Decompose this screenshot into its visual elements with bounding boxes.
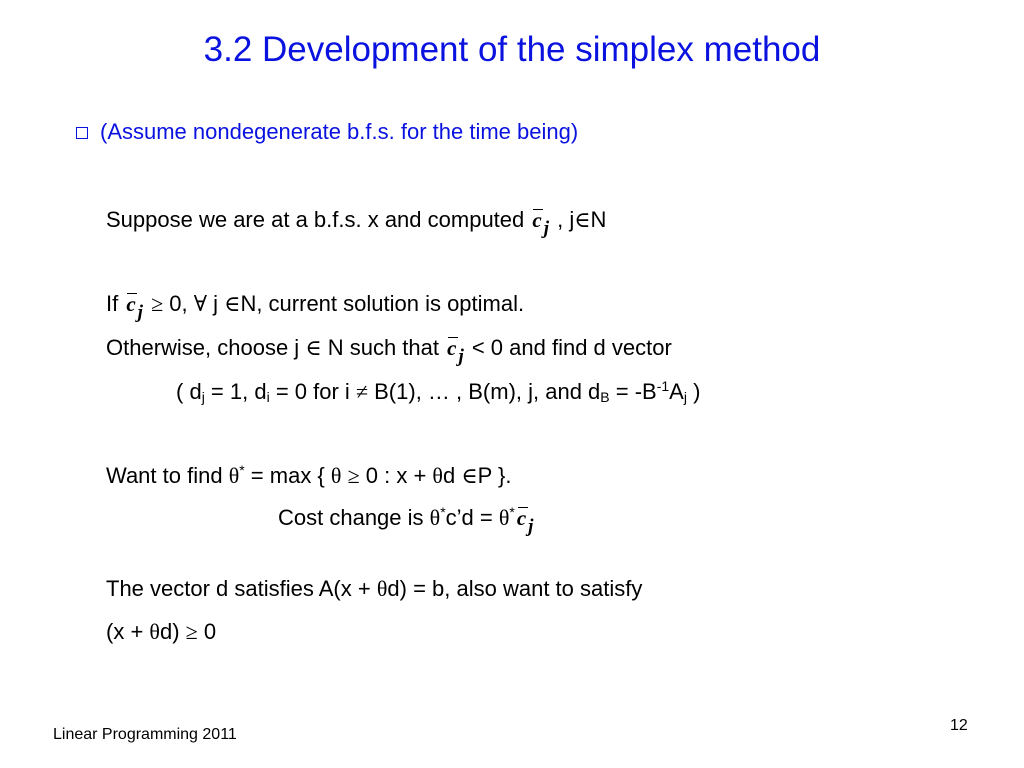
- overbar: [127, 293, 137, 294]
- text-segment: 0: [197, 619, 217, 644]
- footer-text: Linear Programming 2011: [53, 726, 237, 743]
- geq-symbol: ≥: [185, 619, 198, 644]
- text-line-suppose: [106, 207, 607, 239]
- subscript: B: [600, 389, 610, 405]
- theta-symbol: θ: [149, 619, 160, 644]
- geq-symbol: ≥: [347, 463, 360, 488]
- subscript: j: [683, 389, 687, 405]
- text-segment: N, current solution is optimal.: [240, 291, 525, 316]
- text-segment: 0,: [163, 291, 194, 316]
- element-of-symbol: ∈: [574, 207, 591, 232]
- text-segment: d) = b, also want to satisfy: [387, 576, 643, 601]
- text-line-want-to-find: [106, 462, 512, 488]
- text-segment: d): [159, 619, 186, 644]
- text-segment: Want to find: [106, 463, 229, 488]
- text-segment: Cost change is: [278, 505, 430, 530]
- text-segment: (x +: [106, 619, 150, 644]
- overbar: [518, 507, 528, 508]
- text-segment: P }.: [477, 463, 512, 488]
- element-of-symbol: ∈: [305, 335, 322, 360]
- text-line-vector-d: [106, 578, 642, 600]
- superscript: *: [239, 462, 245, 478]
- text-segment: c’d =: [445, 505, 499, 530]
- superscript: *: [440, 504, 446, 520]
- bullet-text: (Assume nondegenerate b.f.s. for the time being): [100, 119, 579, 144]
- text-segment: < 0 and find d vector: [465, 335, 672, 360]
- reduced-cost-cj: c j: [126, 292, 143, 323]
- overbar: [448, 337, 458, 338]
- text-segment: Suppose we are at a b.f.s. x and computed: [106, 207, 531, 232]
- theta-symbol: θ: [376, 576, 388, 601]
- text-segment: A: [669, 379, 684, 404]
- neq-symbol: ≠: [355, 379, 369, 404]
- overbar: [533, 209, 543, 210]
- slide-title: 3.2 Development of the simplex method: [203, 30, 821, 69]
- subscript: i: [266, 389, 270, 405]
- text-segment: = 1, d: [204, 379, 267, 404]
- text-line-otherwise: [106, 335, 672, 367]
- text-segment: N such that: [321, 335, 446, 360]
- text-segment: = -B: [609, 379, 657, 404]
- checkbox-bullet-icon: [76, 127, 88, 139]
- text-line-d-vector: [176, 378, 701, 405]
- text-segment: The vector d satisfies A(x +: [106, 576, 377, 601]
- element-of-symbol: ∈: [224, 291, 241, 316]
- text-line-if: [106, 291, 525, 323]
- subscript: j: [201, 389, 205, 405]
- theta-symbol: θ: [228, 463, 240, 488]
- theta-symbol: θ: [498, 505, 510, 530]
- text-segment: If: [106, 291, 125, 316]
- geq-symbol: ≥: [151, 291, 164, 316]
- text-segment: Otherwise, choose j: [106, 335, 306, 360]
- text-segment: , j: [550, 207, 575, 232]
- text-segment: B(1), … , B(m), j, and d: [368, 379, 601, 404]
- text-segment: = max {: [244, 463, 331, 488]
- superscript: -1: [656, 378, 670, 394]
- theta-symbol: θ: [429, 505, 441, 530]
- text-segment: N: [590, 207, 607, 232]
- text-segment: 0 : x +: [359, 463, 433, 488]
- reduced-cost-cj: c j: [447, 336, 464, 367]
- theta-symbol: θ: [432, 463, 443, 488]
- bullet-item: [76, 119, 578, 145]
- page-number: 12: [950, 717, 968, 734]
- text-segment: d: [442, 463, 462, 488]
- reduced-cost-cj: c j: [516, 506, 534, 537]
- forall-symbol: ∀: [193, 291, 208, 316]
- text-line-nonnegativity: [106, 621, 216, 643]
- theta-symbol: θ: [330, 463, 342, 488]
- text-segment: = 0 for i: [269, 379, 356, 404]
- text-segment: j: [207, 291, 225, 316]
- text-line-cost-change: [278, 504, 535, 537]
- reduced-cost-cj: c j: [532, 208, 549, 239]
- superscript: *: [509, 504, 515, 520]
- text-segment: ): [686, 379, 701, 404]
- element-of-symbol: ∈: [461, 463, 478, 488]
- text-segment: ( d: [176, 379, 202, 404]
